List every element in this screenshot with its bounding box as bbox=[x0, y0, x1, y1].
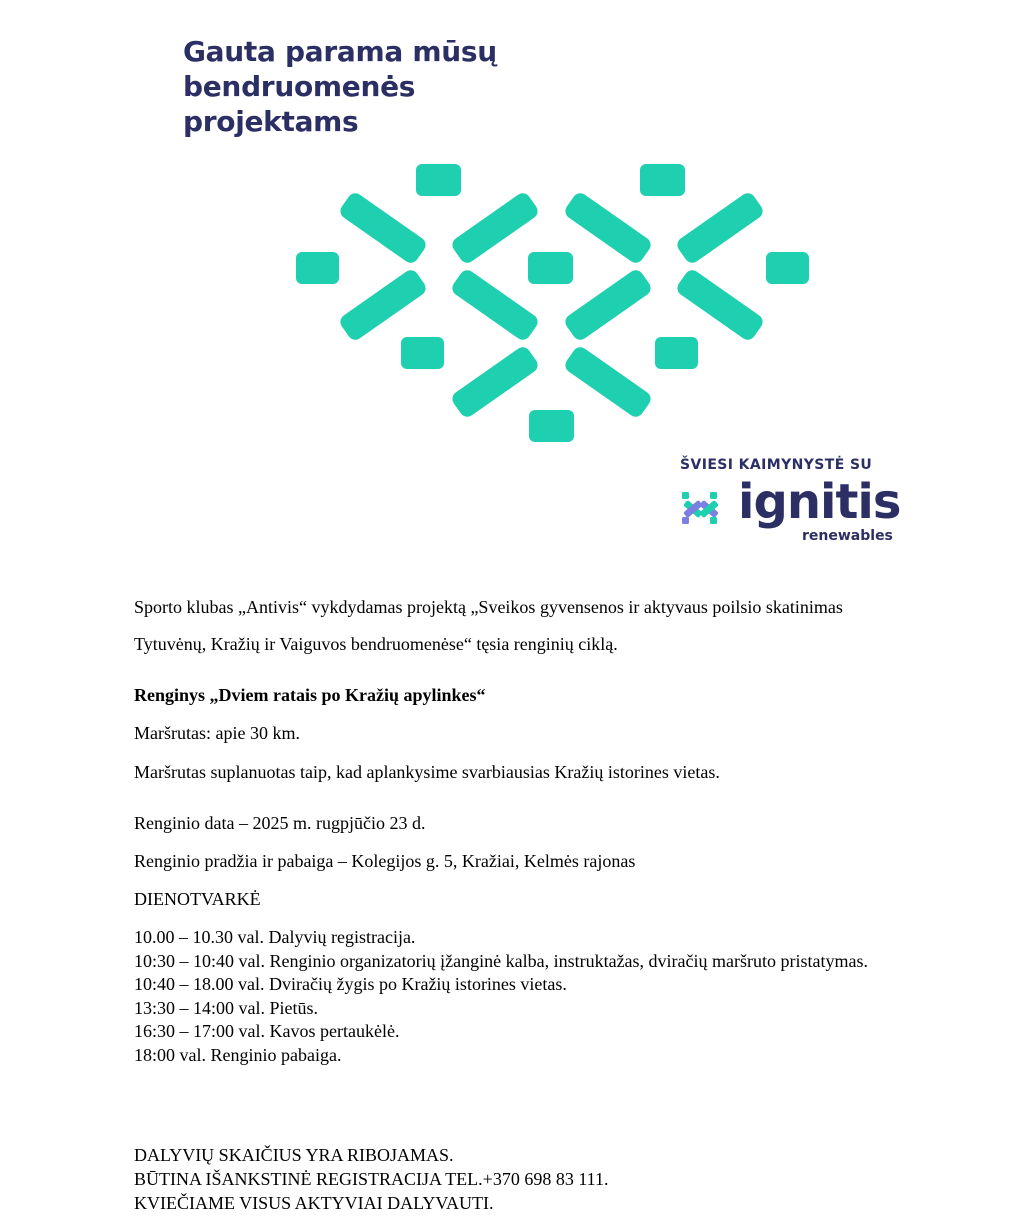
agenda-heading: DIENOTVARKĖ bbox=[134, 889, 261, 909]
route-length: Maršrutas: apie 30 km. bbox=[134, 723, 300, 743]
event-location: Renginio pradžia ir pabaiga – Kolegijos g. 5, Kražiai, Kelmės rajonas bbox=[134, 851, 636, 871]
closing-line-2: BŪTINA IŠANKSTINĖ REGISTRACIJA TEL.+370 698 83 111. bbox=[134, 1169, 609, 1189]
closing-line-1: DALYVIŲ SKAIČIUS YRA RIBOJAMAS. bbox=[134, 1145, 454, 1165]
closing-notice bbox=[134, 1143, 609, 1215]
agenda-list bbox=[134, 926, 954, 1067]
community-heart-pattern-icon bbox=[290, 160, 820, 450]
brand-tagline: ŠVIESI KAIMYNYSTĖ SU bbox=[680, 457, 873, 473]
agenda-item: 10.00 – 10.30 val. Dalyvių registracija. bbox=[134, 927, 416, 947]
agenda-item: 13:30 – 14:00 val. Pietūs. bbox=[134, 997, 318, 1018]
headline-line-1: Gauta parama mūsų bbox=[183, 35, 497, 68]
brand-name: ignitis bbox=[738, 474, 901, 530]
agenda-item: 16:30 – 17:00 val. Kavos pertaukėlė. bbox=[134, 1021, 400, 1041]
headline-line-3: projektams bbox=[183, 105, 359, 138]
route-description: Maršrutas suplanuotas taip, kad aplankysime svarbiausias Kražių istorines vietas. bbox=[134, 762, 720, 782]
closing-line-3: KVIEČIAME VISUS AKTYVIAI DALYVAUTI. bbox=[134, 1193, 494, 1213]
agenda-item: 10:30 – 10:40 val. Renginio organizatorių įžanginė kalba, instruktažas, dviračių maršruto pristatymas. bbox=[134, 950, 868, 971]
intro-line-2: Tytuvėnų, Kražių ir Vaiguvos bendruomenėse“ tęsia renginių ciklą. bbox=[134, 634, 618, 654]
page-headline bbox=[183, 34, 497, 139]
agenda-item: 10:40 – 18.00 val. Dviračių žygis po Kražių istorines vietas. bbox=[134, 974, 567, 994]
ignitis-x-mark-icon bbox=[678, 490, 726, 526]
intro-line-1: Sporto klubas „Antivis“ vykdydamas projektą „Sveikos gyvensenos ir aktyvaus poilsio skatinimas bbox=[134, 597, 843, 617]
brand-subtitle: renewables bbox=[802, 528, 893, 544]
agenda-item: 18:00 val. Renginio pabaiga. bbox=[134, 1044, 342, 1065]
headline-line-2: bendruomenės bbox=[183, 70, 416, 103]
event-date: Renginio data – 2025 m. rugpjūčio 23 d. bbox=[134, 813, 426, 833]
event-title: Renginys „Dviem ratais po Kražių apylinkes“ bbox=[134, 685, 486, 705]
